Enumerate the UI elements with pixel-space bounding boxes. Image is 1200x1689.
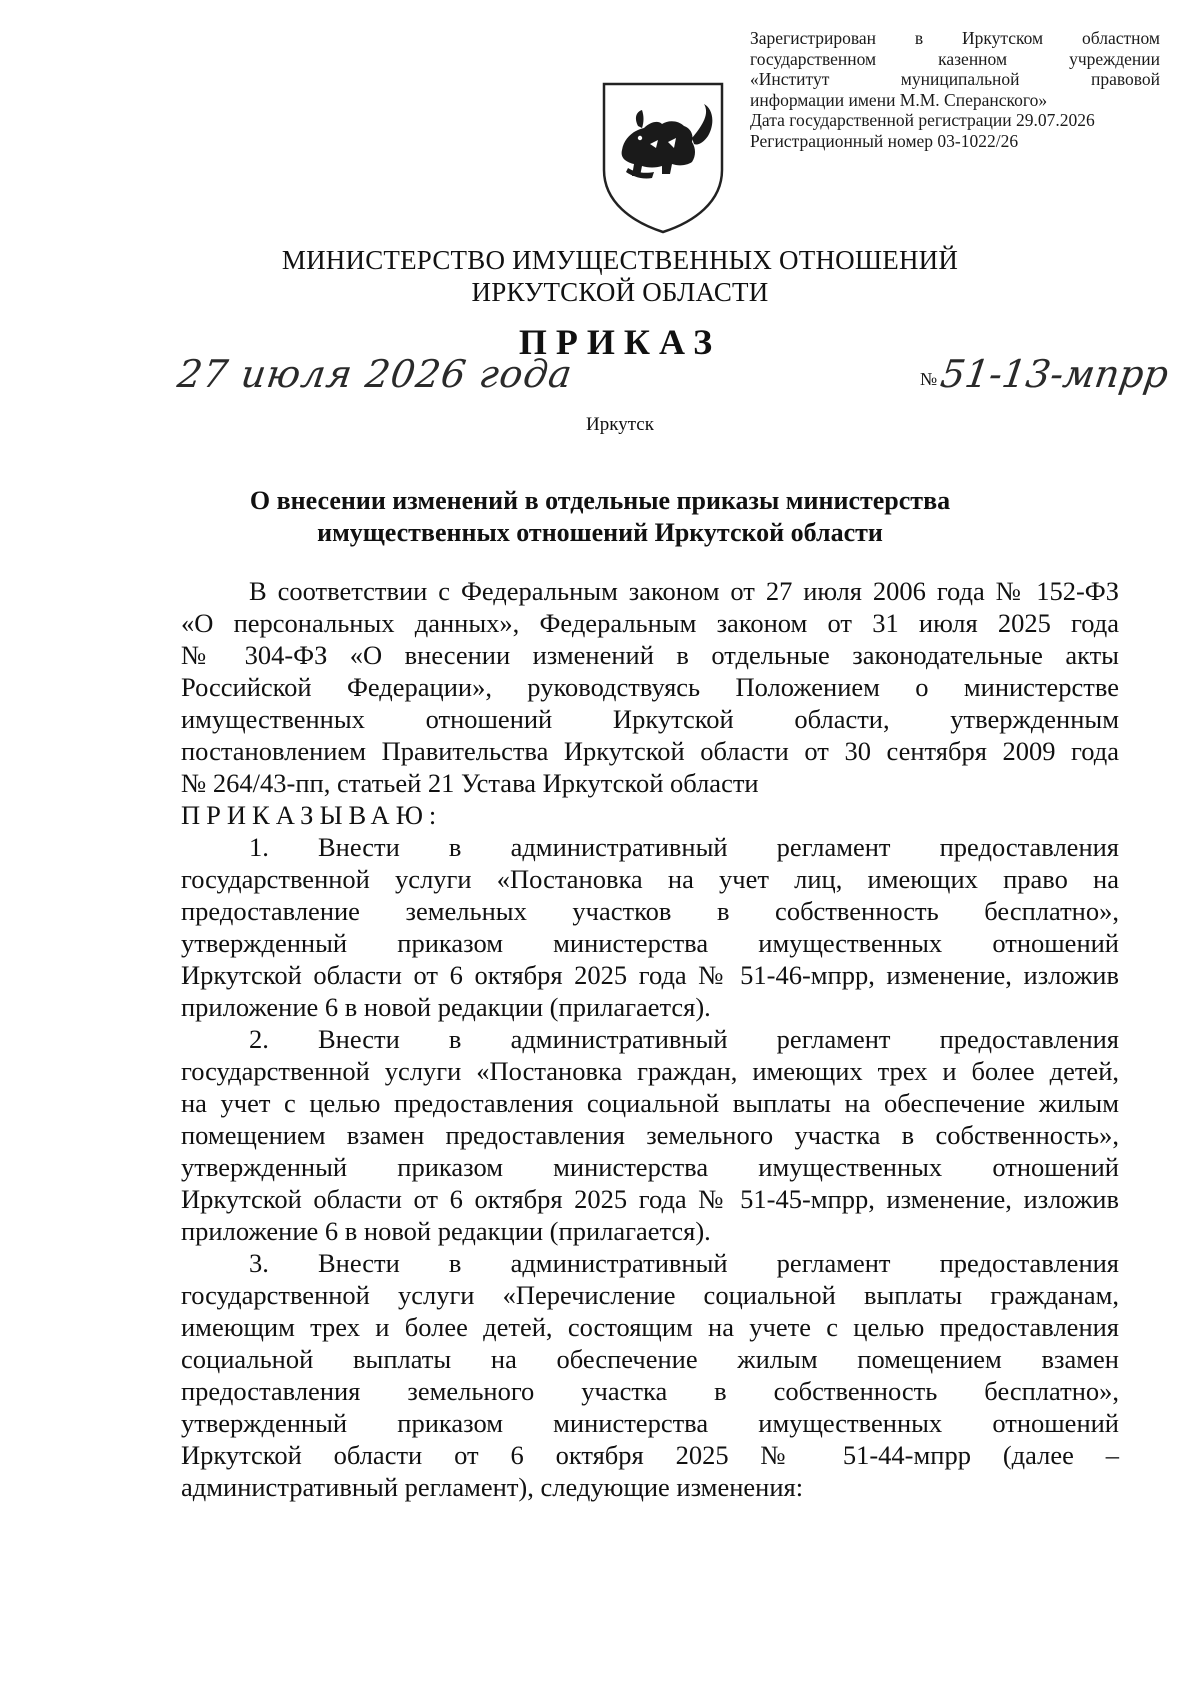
item-2-line: 2. Внести в административный регламент предоставления xyxy=(249,1024,1119,1054)
number-sign: № xyxy=(920,369,938,389)
preamble-line: постановлением Правительства Иркутской области от 30 сентября 2009 года xyxy=(181,736,1119,766)
item-3-line: административный регламент), следующие изменения: xyxy=(181,1472,804,1502)
document-type: ПРИКАЗ xyxy=(518,322,722,362)
registration-line: государственном казенном учреждении xyxy=(750,48,1160,69)
ministry-line: МИНИСТЕРСТВО ИМУЩЕСТВЕННЫХ ОТНОШЕНИЙ xyxy=(281,245,959,275)
preamble-line: Российской Федерации», руководствуясь Положением о министерстве xyxy=(181,672,1119,702)
item-1-line: 1. Внести в административный регламент предоставления xyxy=(249,832,1119,862)
item-2-line: Иркутской области от 6 октября 2025 года № 51-45-мпрр, изменение, изложив xyxy=(181,1184,1119,1214)
item-3-line: Иркутской области от 6 октября 2025 № 51-44-мпрр (далее – xyxy=(181,1440,1119,1470)
handwritten-date: 27 июля 2026 года xyxy=(174,352,576,396)
item-3-line: социальной выплаты на обеспечение жилым помещением взамен xyxy=(181,1344,1119,1374)
item-2-line: приложение 6 в новой редакции (прилагается). xyxy=(181,1216,711,1246)
registration-line: «Институт муниципальной правовой xyxy=(750,69,1160,89)
item-2-line: государственной услуги «Постановка граждан, имеющих трех и более детей, xyxy=(181,1056,1119,1086)
document-body xyxy=(181,575,1119,1503)
preamble-line: «О персональных данных», Федеральным законом от 31 июля 2025 года xyxy=(181,608,1119,638)
preamble-line: № 264/43-пп, статьей 21 Устава Иркутской области xyxy=(181,768,759,798)
order-word: ПРИКАЗЫВАЮ: xyxy=(181,800,443,830)
item-3-line: государственной услуги «Перечисление социальной выплаты гражданам, xyxy=(181,1280,1119,1310)
city-name: Иркутск xyxy=(586,414,654,435)
ministry-name xyxy=(230,244,1010,308)
document-title xyxy=(180,485,1020,549)
title-line: О внесении изменений в отдельные приказы министерства xyxy=(249,486,951,515)
registration-number: Регистрационный номер 03-1022/26 xyxy=(750,130,1019,151)
document-number xyxy=(920,352,1172,396)
preamble-line: В соответствии с Федеральным законом от 27 июля 2006 года № 152-ФЗ xyxy=(249,576,1119,606)
item-2-line: помещением взамен предоставления земельного участка в собственность», xyxy=(181,1120,1119,1150)
registration-line: Зарегистрирован в Иркутском областном xyxy=(750,28,1160,48)
title-line: имущественных отношений Иркутской области xyxy=(317,518,883,547)
item-2-line: на учет с целью предоставления социальной выплаты на обеспечение жилым xyxy=(181,1088,1119,1118)
item-1-line: приложение 6 в новой редакции (прилагается). xyxy=(181,992,711,1022)
item-1-line: утвержденный приказом министерства имущественных отношений xyxy=(181,928,1119,958)
registration-stamp xyxy=(750,28,1160,151)
item-1-line: Иркутской области от 6 октября 2025 года № 51-46-мпрр, изменение, изложив xyxy=(181,960,1119,990)
coat-of-arms-emblem xyxy=(598,78,728,236)
handwritten-number: 51-13-мпрр xyxy=(938,352,1172,396)
item-3-line: предоставления земельного участка в собственность бесплатно», xyxy=(181,1376,1119,1406)
item-1-line: предоставление земельных участков в собственность бесплатно», xyxy=(181,896,1119,926)
ministry-line: ИРКУТСКОЙ ОБЛАСТИ xyxy=(471,277,769,307)
item-3-line: имеющим трех и более детей, состоящим на учете с целью предоставления xyxy=(181,1312,1119,1342)
item-3-line: 3. Внести в административный регламент предоставления xyxy=(249,1248,1119,1278)
item-3-line: утвержденный приказом министерства имущественных отношений xyxy=(181,1408,1119,1438)
item-1-line: государственной услуги «Постановка на учет лиц, имеющих право на xyxy=(181,864,1119,894)
item-2-line: утвержденный приказом министерства имущественных отношений xyxy=(181,1152,1119,1182)
registration-date: Дата государственной регистрации 29.07.2026 xyxy=(750,110,1095,130)
registration-line: информации имени М.М. Сперанского» xyxy=(750,89,1048,110)
preamble-line: имущественных отношений Иркутской области, утвержденным xyxy=(181,704,1119,734)
preamble-line: № 304-ФЗ «О внесении изменений в отдельные законодательные акты xyxy=(181,640,1119,670)
